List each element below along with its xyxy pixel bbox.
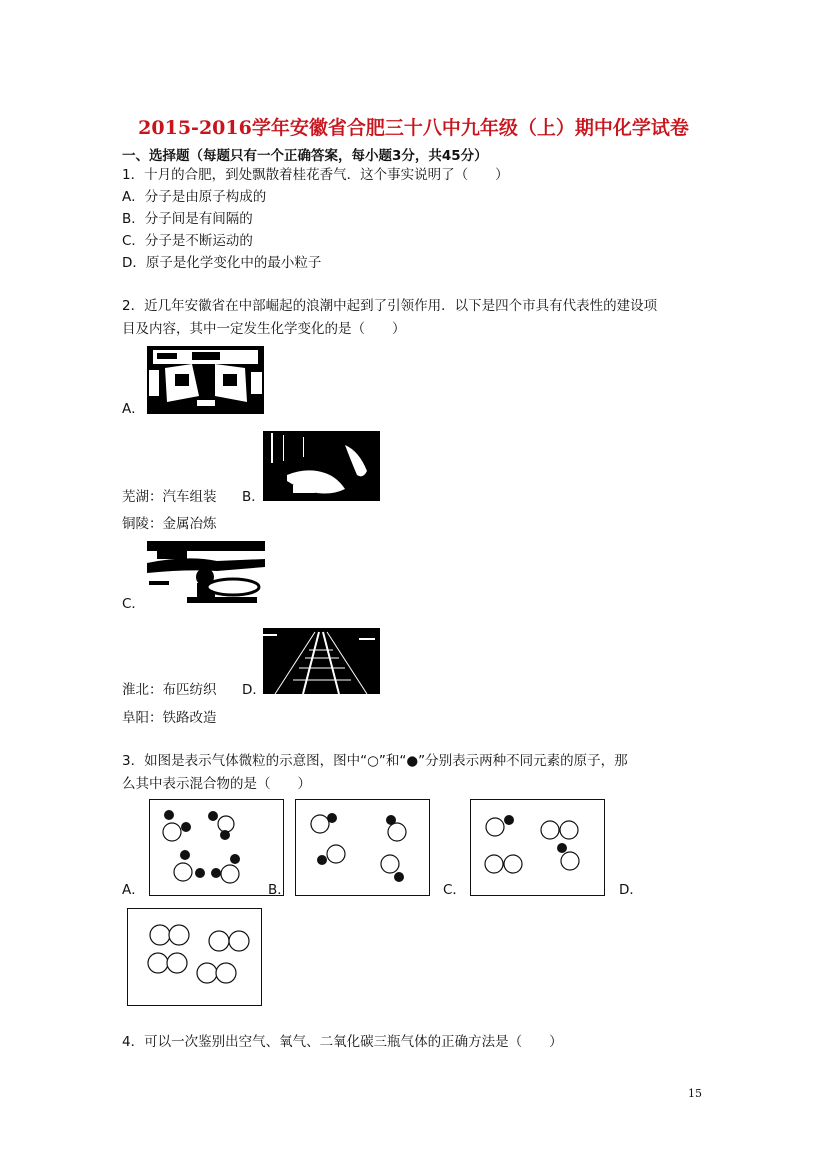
question-2-option-b-letter[interactable]: B． <box>242 489 265 505</box>
question-3-stem-line-1: 3．如图是表示气体微粒的示意图，图中“○”和“●”分别表示两种不同元素的原子，那 <box>122 753 628 769</box>
question-3-stem-line-2: 么其中表示混合物的是（ ） <box>122 776 311 792</box>
question-2-option-d-letter[interactable]: D． <box>242 682 266 698</box>
question-1-option-a[interactable]: A．分子是由原子构成的 <box>122 189 267 205</box>
question-2-option-a-caption: 芜湖：汽车组装 <box>122 489 217 505</box>
question-3-option-b-label[interactable]: B． <box>268 882 291 898</box>
metal-smelting-photo <box>263 431 380 501</box>
question-3-option-c-label[interactable]: C． <box>443 882 466 898</box>
question-4-stem: 4．可以一次鉴别出空气、氧气、二氧化碳三瓶气体的正确方法是（ ） <box>122 1034 563 1050</box>
railway-photo <box>263 628 380 694</box>
question-2-option-c-caption: 淮北：布匹纺织 <box>122 682 217 698</box>
section-heading: 一、选择题（每题只有一个正确答案，每小题3分，共45分） <box>122 148 488 164</box>
particle-diagram-a <box>149 799 284 896</box>
question-1-option-b[interactable]: B．分子间是有间隔的 <box>122 211 253 227</box>
question-2-stem-line-1: 2．近几年安徽省在中部崛起的浪潮中起到了引领作用．以下是四个市具有代表性的建设项 <box>122 298 658 314</box>
question-2-option-d-caption: 阜阳：铁路改造 <box>122 710 217 726</box>
question-1-option-d[interactable]: D．原子是化学变化中的最小粒子 <box>122 255 322 271</box>
question-2-option-b-caption: 铜陵：金属冶炼 <box>122 516 217 532</box>
page-title: 2015-2016学年安徽省合肥三十八中九年级（上）期中化学试卷 <box>138 117 689 139</box>
particle-diagram-c <box>470 799 605 896</box>
question-2-option-a-letter[interactable]: A． <box>122 401 145 417</box>
page-number: 15 <box>688 1087 702 1100</box>
question-2-option-c-letter[interactable]: C． <box>122 596 145 612</box>
car-assembly-photo <box>147 346 264 414</box>
question-3-option-d-label[interactable]: D． <box>619 882 643 898</box>
question-3-option-a-label[interactable]: A． <box>122 882 145 898</box>
question-1-option-c[interactable]: C．分子是不断运动的 <box>122 233 253 249</box>
textile-weaving-photo <box>147 541 265 609</box>
particle-diagram-b <box>295 799 430 896</box>
question-1-stem: 1．十月的合肥，到处飘散着桂花香气．这个事实说明了（ ） <box>122 167 509 183</box>
question-2-stem-line-2: 目及内容，其中一定发生化学变化的是（ ） <box>122 321 406 337</box>
particle-diagram-d <box>127 908 262 1006</box>
